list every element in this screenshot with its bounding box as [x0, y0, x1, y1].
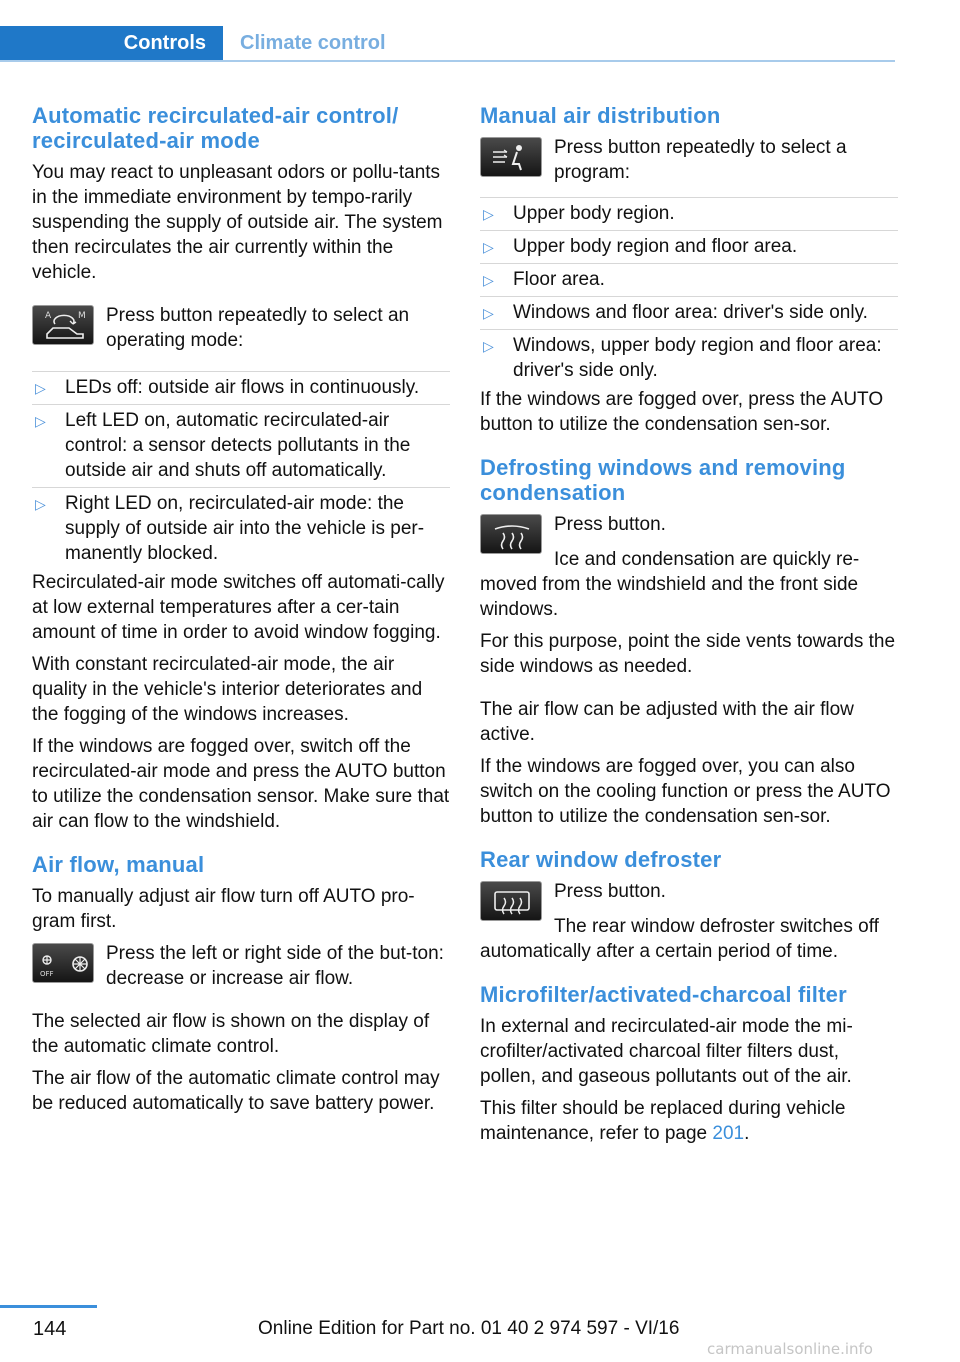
list-item: ▷ Windows and floor area: driver's side only.	[480, 296, 898, 329]
tab-controls[interactable]: Controls	[0, 26, 223, 60]
tab-climate-control[interactable]: Climate control	[240, 32, 386, 54]
heading-defrosting-windows: Defrosting windows and removing condensation	[480, 455, 846, 505]
paragraph: This filter should be replaced during vehicle maintenance, refer to page 201.	[480, 1098, 846, 1144]
list-item: ▷ Upper body region and floor area.	[480, 230, 898, 263]
paragraph: If the windows are fogged over, press the AUTO button to utilize the condensation sen-sor.	[480, 389, 884, 435]
section-rear-window-defroster	[480, 847, 898, 964]
paragraph: In external and recirculated-air mode the mi-crofilter/activated charcoal filter filters dust, pollen, and gaseous pollutants out of the air.	[480, 1016, 853, 1087]
section-air-flow-manual	[32, 852, 450, 1116]
triangle-bullet-icon: ▷	[35, 380, 46, 396]
list-item: ▷ LEDs off: outside air flows in continuously.	[32, 371, 450, 404]
paragraph: The selected air flow is shown on the display of the automatic climate control.	[32, 1011, 430, 1057]
windshield-defrost-icon	[480, 514, 542, 554]
rear-defrost-button-text: Press button.	[554, 881, 666, 902]
list-item: ▷ Left LED on, automatic recirculated-air control: a sensor detects pollutants in the outside air and shuts off automatically.	[32, 404, 450, 487]
heading-air-flow-manual: Air flow, manual	[32, 852, 205, 877]
rear-defrost-button-block	[480, 879, 898, 907]
paragraph: Ice and condensation are quickly re-moved from the windshield and the front side windows.	[480, 549, 860, 620]
list-item: ▷ Right LED on, recirculated-air mode: the supply of outside air into the vehicle is per-manently blocked.	[32, 487, 450, 570]
paragraph: Recirculated-air mode switches off automati-cally at low external temperatures after a cer-tain amount of time in order to avoid window fogging.	[32, 572, 445, 643]
paragraph: The air flow of the automatic climate control may be reduced automatically to save battery power.	[32, 1068, 440, 1114]
triangle-bullet-icon: ▷	[483, 239, 494, 255]
section-microfilter	[480, 982, 898, 1146]
air-distribution-icon	[480, 137, 542, 177]
distribution-button-text: Press button repeatedly to select a program:	[554, 137, 847, 183]
list-item: ▷ Upper body region.	[480, 197, 898, 230]
right-column	[480, 103, 898, 1146]
svg-text:OFF: OFF	[40, 970, 54, 978]
paragraph: If the windows are fogged over, you can also switch on the cooling function or press the AUTO button to utilize the condensation sen-sor.	[480, 756, 891, 827]
watermark: carmanualsonline.info	[707, 1340, 873, 1358]
recirc-button-text: Press button repeatedly to select an operating mode:	[106, 305, 410, 351]
heading-microfilter: Microfilter/activated-charcoal filter	[480, 982, 847, 1007]
svg-text:A: A	[45, 311, 52, 321]
paragraph: The rear window defroster switches off automatically after a certain period of time.	[480, 916, 879, 962]
paragraph: The air flow can be adjusted with the air flow active.	[480, 699, 854, 745]
section-recirculated-air	[32, 103, 450, 834]
page-reference-link[interactable]: 201	[712, 1123, 745, 1144]
svg-text:M: M	[78, 311, 86, 321]
page-number: 144	[33, 1318, 67, 1340]
paragraph: You may react to unpleasant odors or pollu-tants in the immediate environment by tempo-rarily suspending the supply of outside air. The system then recirculates the air currently within the vehicle.	[32, 162, 443, 283]
fan-button-icon	[32, 943, 94, 983]
distribution-button-block	[480, 135, 898, 190]
left-column	[32, 103, 450, 1116]
list-item: ▷ Windows, upper body region and floor area: driver's side only.	[480, 329, 898, 387]
triangle-bullet-icon: ▷	[483, 338, 494, 354]
triangle-bullet-icon: ▷	[35, 496, 46, 512]
paragraph: With constant recirculated-air mode, the air quality in the vehicle's interior deteriorates and the fogging of the windows increases.	[32, 654, 423, 725]
recirc-button-block	[32, 303, 450, 358]
paragraph: If the windows are fogged over, switch off the recirculated-air mode and press the AUTO button to utilize the condensation sensor. Make sure that air can flow to the windshield.	[32, 736, 450, 832]
edition-info: Online Edition for Part no. 01 40 2 974 597 - VI/16	[258, 1318, 680, 1339]
section-defrosting-windows	[480, 455, 898, 829]
triangle-bullet-icon: ▷	[483, 206, 494, 222]
heading-rear-window-defroster: Rear window defroster	[480, 847, 722, 872]
header-rule	[0, 60, 895, 62]
triangle-bullet-icon: ▷	[483, 272, 494, 288]
list-item: ▷ Floor area.	[480, 263, 898, 296]
section-manual-air-distribution	[480, 103, 898, 437]
triangle-bullet-icon: ▷	[483, 305, 494, 321]
paragraph: To manually adjust air flow turn off AUTO pro-gram first.	[32, 886, 415, 932]
heading-recirculated-air: Automatic recirculated-air control/ recirculated-air mode	[32, 103, 399, 153]
recirc-mode-list	[32, 371, 450, 570]
page-header	[0, 26, 895, 62]
paragraph: For this purpose, point the side vents towards the side windows as needed.	[480, 631, 896, 677]
distribution-program-list	[480, 197, 898, 387]
heading-manual-air-distribution: Manual air distribution	[480, 103, 721, 128]
footer-rule	[0, 1305, 97, 1308]
defrost-button-text: Press button.	[554, 514, 666, 535]
rear-window-defrost-icon	[480, 881, 542, 921]
defrost-button-block	[480, 512, 898, 540]
airflow-button-text: Press the left or right side of the but-ton: decrease or increase air flow.	[106, 943, 444, 989]
recirc-button-icon	[32, 305, 94, 345]
triangle-bullet-icon: ▷	[35, 413, 46, 429]
airflow-button-block	[32, 941, 450, 996]
